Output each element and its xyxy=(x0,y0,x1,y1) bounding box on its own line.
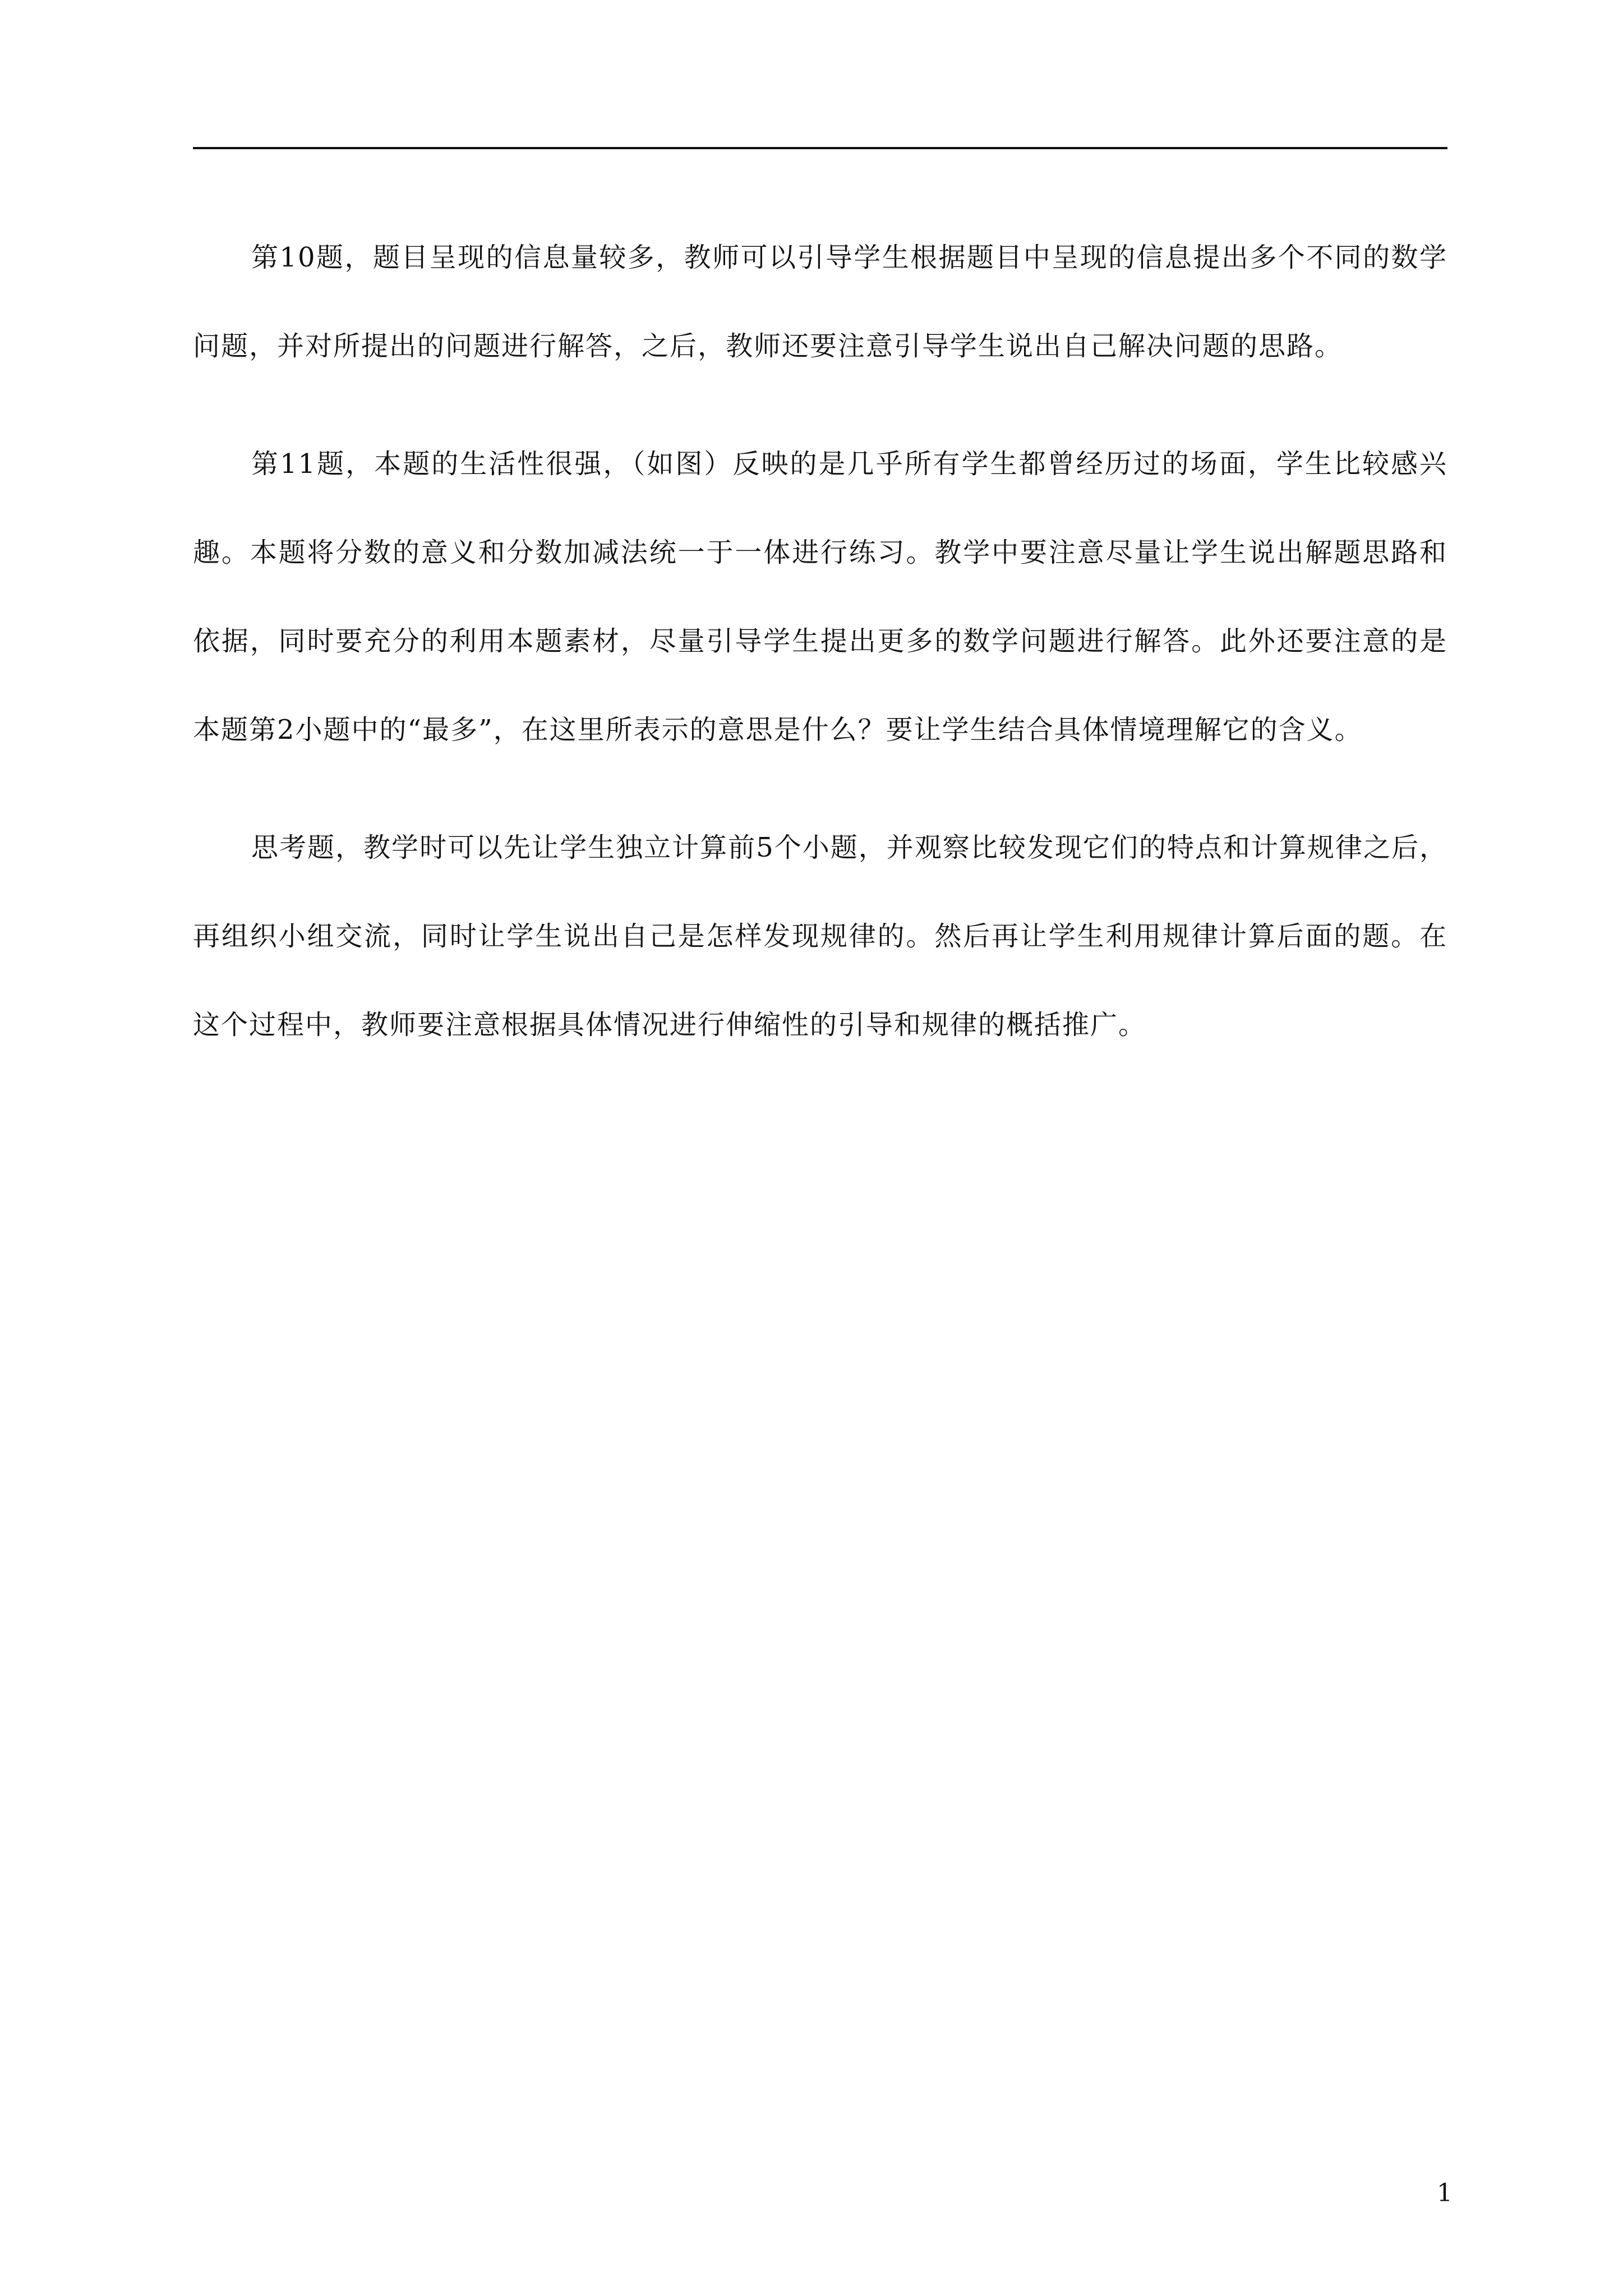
paragraph-problem-10: 第10题，题目呈现的信息量较多，教师可以引导学生根据题目中呈现的信息提出多个不同的数学问题，并对所提出的问题进行解答，之后，教师还要注意引导学生说出自己解决问题的思路。 xyxy=(193,242,1447,362)
paragraph-thinking-question: 思考题，教学时可以先让学生独立计算前5个小题，并观察比较发现它们的特点和计算规律之后，再组织小组交流，同时让学生说出自己是怎样发现规律的。然后再让学生利用规律计算后面的题。在这个过程中，教师要注意根据具体情况进行伸缩性的引导和规律的概括推广。 xyxy=(193,832,1447,1041)
paragraph-problem-11: 第11题，本题的生活性很强，（如图）反映的是几乎所有学生都曾经历过的场面，学生比较感兴趣。本题将分数的意义和分数加减法统一于一体进行练习。教学中要注意尽量让学生说出解题思路和依据，同时要充分的利用本题素材，尽量引导学生提出更多的数学问题进行解答。此外还要注意的是本题第2小题中的“最多”，在这里所表示的意思是什么？要让学生结合具体情境理解它的含义。 xyxy=(193,448,1447,746)
page-number: 1 xyxy=(1437,2179,1453,2207)
document-body xyxy=(193,213,1447,1098)
header-rule xyxy=(193,147,1447,149)
